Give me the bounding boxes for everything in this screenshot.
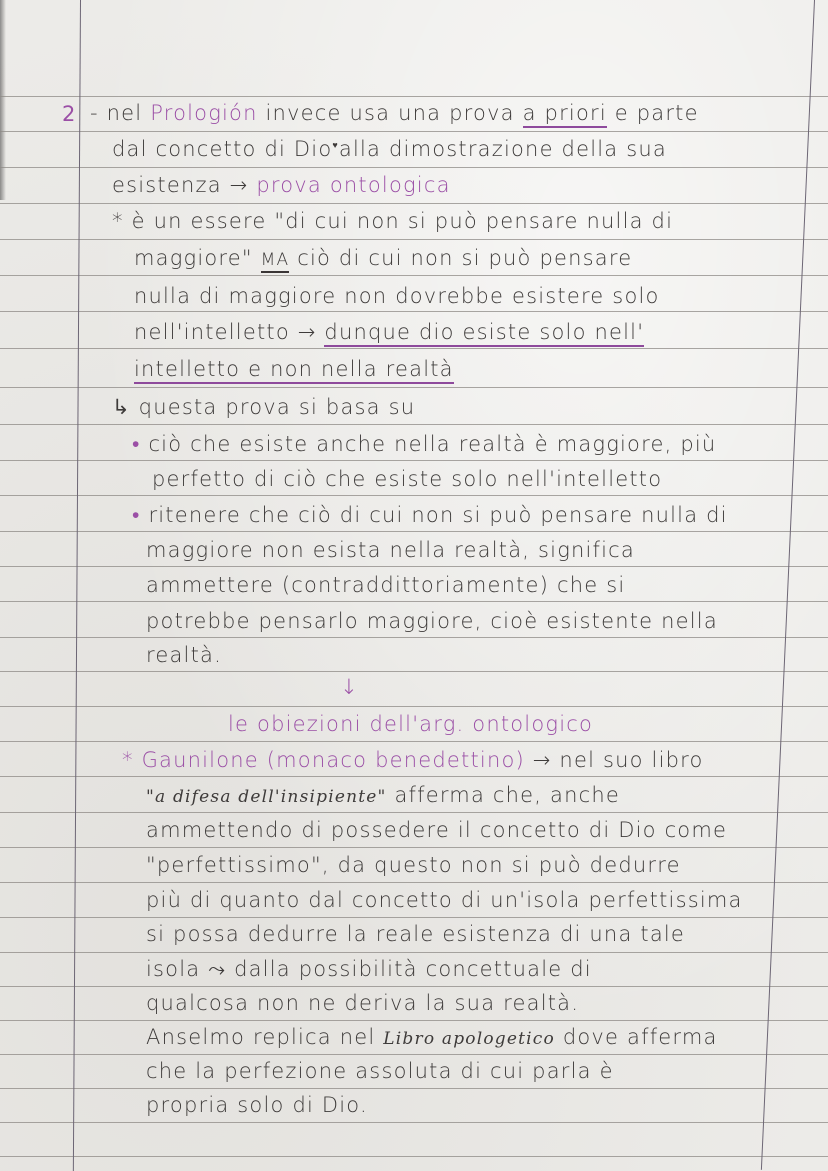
ruled-line [0, 348, 828, 349]
text-line [146, 818, 727, 842]
ruled-line [0, 203, 828, 204]
text: ritenere che ciò di cui non si può pensare nulla di [148, 503, 728, 527]
ruled-line [0, 882, 828, 883]
ruled-line [0, 96, 828, 97]
text-line [112, 395, 415, 419]
section-title: le obiezioni dell'arg. ontologico [228, 712, 594, 736]
text: maggiore" [134, 246, 261, 270]
text-line [146, 1025, 718, 1049]
section-number: 2 [62, 102, 76, 126]
text: ammettere (contraddittoriamente) che si [146, 573, 626, 597]
text: che la perfezione assoluta di cui parla è [146, 1059, 614, 1083]
text-line [146, 573, 625, 597]
ruled-line [0, 952, 828, 953]
ruled-line [0, 167, 828, 168]
text-line [112, 137, 667, 161]
text: alla dimostrazione della sua [338, 137, 667, 161]
text: invece usa una prova [257, 101, 523, 125]
text: Anselmo replica nel [146, 1025, 384, 1049]
text: esistenza → [112, 173, 257, 197]
a-priori-underlined: a priori [523, 101, 607, 128]
text-line [152, 467, 662, 491]
ruled-line [0, 424, 828, 425]
ruled-line [0, 275, 828, 276]
text: qualcosa non ne deriva la sua realtà. [146, 991, 580, 1015]
text: si possa dedurre la reale esistenza di una tale [146, 922, 686, 946]
right-margin-line [761, 0, 815, 1170]
text-line [146, 991, 579, 1015]
text: propria solo di Dio. [146, 1093, 368, 1117]
text: afferma che, anche [386, 783, 620, 807]
text-line [146, 643, 222, 667]
ruled-line [0, 495, 828, 496]
conclusion-underlined: intelletto e non nella realtà [134, 357, 454, 384]
book-title: Libro apologetico [383, 1029, 555, 1049]
ruled-line [0, 776, 828, 777]
text: nell'intelletto → [134, 320, 325, 344]
text: → nel suo libro [524, 748, 704, 772]
ruled-line [0, 1088, 828, 1089]
gaunilone-name: Gaunilone (monaco benedettino) [141, 748, 525, 772]
text-line [146, 888, 743, 912]
text: nulla di maggiore non dovrebbe esistere solo [134, 284, 660, 308]
bullet-line [132, 432, 716, 457]
ruled-line [0, 1020, 828, 1021]
text-line [112, 173, 451, 197]
text: perfetto di ciò che esiste solo nell'intelletto [152, 467, 663, 491]
ruled-line [0, 131, 828, 132]
ruled-line [0, 531, 828, 532]
ruled-line [0, 637, 828, 638]
text-line [146, 783, 620, 807]
prologion-term: Prologión [150, 101, 258, 125]
ruled-line [0, 1122, 828, 1123]
ruled-line [0, 917, 828, 918]
text-line [146, 538, 635, 562]
bullet-dot-icon: • [132, 432, 149, 456]
ruled-line [0, 812, 828, 813]
text: dove afferma [554, 1025, 718, 1049]
bullet-line [132, 503, 728, 528]
text: * è un essere "di cui non si può pensare nulla di [112, 209, 674, 233]
ruled-line [0, 460, 828, 461]
ruled-line [0, 847, 828, 848]
text: realtà. [146, 643, 222, 667]
text: più di quanto dal concetto di un'isola perfettissima [146, 888, 743, 912]
ruled-line [0, 706, 828, 707]
text-line [146, 853, 681, 877]
book-title: "a difesa dell'insipiente" [146, 787, 387, 807]
text-line [90, 101, 699, 125]
ma-underlined: MA [261, 250, 290, 273]
text: ciò di cui non si può pensare [289, 246, 633, 270]
text-line [112, 209, 673, 233]
arrow-down-icon: ↓ [340, 675, 359, 699]
ruled-line [0, 387, 828, 388]
left-margin-line [73, 0, 81, 1171]
text: dal concetto di Dio [112, 137, 333, 161]
ruled-line [0, 741, 828, 742]
ruled-line [0, 986, 828, 987]
ruled-line [0, 1156, 828, 1157]
text: ciò che esiste anche nella realtà è maggiore, più [148, 432, 717, 456]
heart-icon: ♥ [332, 141, 339, 151]
ruled-line [0, 566, 828, 567]
text: isola ⤳ dalla possibilità concettuale di [146, 957, 592, 981]
text: ammettendo di possedere il concetto di Dio come [146, 818, 728, 842]
text: "perfettissimo", da questo non si può dedurre [146, 853, 681, 877]
text-line [146, 609, 718, 633]
ruled-line [0, 311, 828, 312]
text: - nel [90, 101, 151, 125]
text-line [146, 957, 592, 982]
text-line [134, 320, 644, 344]
text-line [134, 357, 454, 381]
ruled-line [0, 601, 828, 602]
conclusion-underlined: dunque dio esiste solo nell' [324, 320, 644, 347]
prova-ontologica-term: prova ontologica [256, 173, 451, 197]
text-line [146, 922, 685, 946]
text: maggiore non esista nella realtà, significa [146, 538, 635, 562]
page-edge-shadow [0, 0, 6, 200]
text-line [146, 1059, 614, 1083]
text: e parte [606, 101, 699, 125]
ruled-line [0, 239, 828, 240]
text: ↳ questa prova si basa su [112, 395, 416, 419]
star-icon: * [122, 748, 142, 772]
ruled-line [0, 1054, 828, 1055]
text-line [122, 748, 704, 772]
text-line [134, 284, 660, 308]
bullet-dot-icon: • [132, 503, 149, 527]
ruled-line [0, 671, 828, 672]
text: potrebbe pensarlo maggiore, cioè esistente nella [146, 609, 718, 633]
text-line [146, 1093, 368, 1117]
text-line [134, 246, 632, 270]
